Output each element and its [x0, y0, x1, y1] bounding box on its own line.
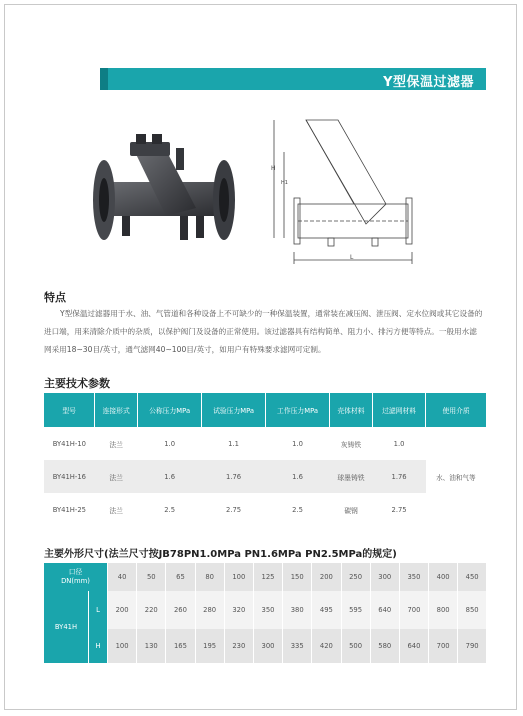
dim-label-L: L [350, 254, 354, 261]
l-cell: 260 [166, 591, 195, 629]
h-row [44, 629, 486, 663]
col-header: 使用介质 [426, 393, 486, 427]
table-cell: 1.6 [138, 460, 202, 493]
l-cell: 280 [195, 591, 224, 629]
page-title: Y型保温过滤器 [383, 75, 474, 90]
dn-cell: 350 [399, 563, 428, 591]
col-header: 过滤网材料 [372, 393, 425, 427]
l-row [44, 591, 486, 629]
table-cell: 1.76 [202, 460, 266, 493]
table-row [44, 460, 486, 493]
technical-drawing [268, 112, 418, 272]
dn-cell: 40 [108, 563, 137, 591]
table-cell: 1.0 [393, 439, 405, 448]
l-cell: 220 [137, 591, 166, 629]
table-cell: BY41H-25 [52, 505, 87, 514]
dn-cell: 400 [429, 563, 458, 591]
col-header: 公称压力MPa [138, 393, 202, 427]
table-cell: 1.76 [372, 460, 425, 493]
h-cell: 700 [429, 629, 458, 663]
col-header: 试验压力MPa [202, 393, 266, 427]
col-header: 工作压力MPa [266, 393, 330, 427]
l-cell: 495 [312, 591, 341, 629]
table-row [44, 493, 486, 526]
l-cell: 200 [108, 591, 137, 629]
h-cell: 195 [195, 629, 224, 663]
h-cell: 335 [283, 629, 312, 663]
dn-cell: 200 [312, 563, 341, 591]
table-cell: 碳钢 [344, 506, 358, 515]
h-cell: 165 [166, 629, 195, 663]
l-cell: 350 [253, 591, 282, 629]
table-cell: 法兰 [95, 460, 138, 493]
l-cell: 800 [429, 591, 458, 629]
table-cell: 1.0 [164, 439, 176, 448]
table-cell: 2.5 [164, 505, 176, 514]
l-cell: 595 [341, 591, 370, 629]
dn-cell: 125 [253, 563, 282, 591]
h-cell: 790 [458, 629, 486, 663]
col-header: 壳体材料 [330, 393, 373, 427]
model-cell: BY41H [44, 591, 89, 663]
features-heading: 特点 [44, 291, 66, 304]
h-cell: 300 [253, 629, 282, 663]
dn-row [44, 563, 486, 591]
dn-cell: 300 [370, 563, 399, 591]
dim-label-H: H [271, 165, 276, 172]
table-cell: BY41H-10 [52, 439, 87, 448]
h-cell: 130 [137, 629, 166, 663]
dimensions-heading: 主要外形尺寸(法兰尺寸按JB78PN1.0MPa PN1.6MPa PN2.5MPa的规定) [44, 549, 397, 560]
table-cell: 2.75 [391, 505, 407, 514]
h-cell: 640 [399, 629, 428, 663]
h-cell: 230 [224, 629, 253, 663]
table-cell: 1.0 [292, 439, 303, 448]
l-cell: 700 [399, 591, 428, 629]
col-header: 连接形式 [95, 393, 138, 427]
h-cell: 500 [341, 629, 370, 663]
dn-cell: 50 [137, 563, 166, 591]
table-cell: 2.5 [292, 505, 303, 514]
dn-cell: 65 [166, 563, 195, 591]
table-cell: 法兰 [109, 506, 123, 515]
dn-label-1: 口径 [68, 568, 83, 576]
h-label: H [89, 629, 108, 663]
dn-cell: 150 [283, 563, 312, 591]
dim-label-H1: H1 [281, 180, 288, 186]
col-header: 型号 [44, 393, 95, 427]
dn-label-2: DN(mm) [61, 577, 90, 585]
params-table [44, 393, 486, 526]
dn-cell: 80 [195, 563, 224, 591]
table-row [44, 427, 486, 460]
dn-cell: 450 [458, 563, 486, 591]
table-cell: 1.6 [266, 460, 330, 493]
l-label: L [89, 591, 108, 629]
title-bar [100, 68, 486, 90]
table-cell: 灰铸铁 [340, 440, 362, 449]
table-cell: 球墨铸铁 [330, 460, 373, 493]
l-cell: 640 [370, 591, 399, 629]
h-cell: 100 [108, 629, 137, 663]
media-cell: 水、油和气等 [426, 427, 486, 526]
table-cell: 2.75 [226, 505, 242, 514]
dn-cell: 250 [341, 563, 370, 591]
h-cell: 420 [312, 629, 341, 663]
table-cell: 法兰 [109, 440, 123, 449]
product-photo [84, 130, 244, 260]
features-text: Y型保温过滤器用于水、油、气管道和各种设备上不可缺少的一种保温装置，通常装在减压阀、泄压阀、定水位阀或其它设备的进口端，用来清除介质中的杂质，以保护阀门及设备的正常使用。该过滤器具有结构简单、阻力小、排污方便等特点。一般用水滤网采用18~30目/英寸，通气滤网40~100目/英寸，如用户有特殊要求滤网可定制。 [44, 309, 483, 354]
title-bar-accent [100, 68, 108, 90]
table-cell: 1.1 [228, 439, 239, 448]
table-cell: BY41H-16 [44, 460, 95, 493]
l-cell: 320 [224, 591, 253, 629]
params-header-row [44, 393, 486, 427]
h-cell: 580 [370, 629, 399, 663]
l-cell: 850 [458, 591, 486, 629]
dimensions-table [44, 563, 486, 663]
params-heading: 主要技术参数 [44, 377, 110, 390]
l-cell: 380 [283, 591, 312, 629]
dn-cell: 100 [224, 563, 253, 591]
dn-header [44, 563, 108, 591]
